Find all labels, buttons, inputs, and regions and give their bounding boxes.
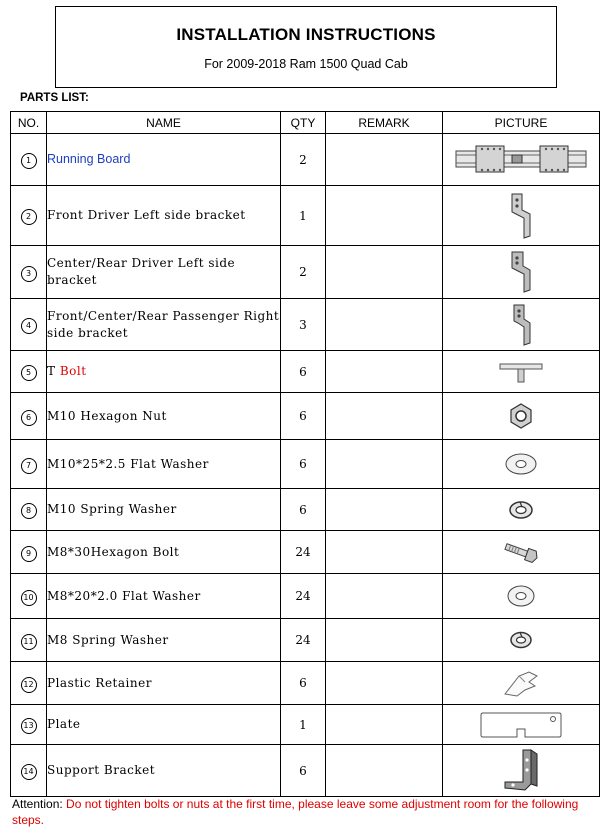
item-remark <box>326 705 443 745</box>
item-remark <box>326 351 443 393</box>
column-header-remark: REMARK <box>326 112 443 134</box>
flat-washer-icon <box>504 452 538 476</box>
column-header-no: NO. <box>11 112 47 134</box>
item-name: Running Board <box>47 134 281 186</box>
item-name: M8 Spring Washer <box>47 619 281 662</box>
item-remark <box>326 134 443 186</box>
item-number: 13 <box>21 718 37 734</box>
item-name: M8*20*2.0 Flat Washer <box>47 574 281 619</box>
item-qty: 6 <box>281 489 326 531</box>
column-header-name: NAME <box>47 112 281 134</box>
plate-icon <box>479 711 563 739</box>
item-number: 4 <box>21 318 37 334</box>
column-header-picture: PICTURE <box>443 112 600 134</box>
item-number: 7 <box>21 458 37 474</box>
header-box <box>55 6 557 88</box>
item-number: 5 <box>21 365 37 381</box>
item-remark <box>326 489 443 531</box>
item-number: 12 <box>21 677 37 693</box>
support-bracket-icon <box>501 748 541 794</box>
item-remark <box>326 393 443 440</box>
item-qty: 3 <box>281 299 326 351</box>
item-name-prefix: T <box>47 364 56 378</box>
table-row <box>11 134 600 186</box>
table-row <box>11 489 600 531</box>
item-number: 8 <box>21 503 37 519</box>
t-bolt-icon <box>498 360 544 384</box>
item-qty: 24 <box>281 531 326 574</box>
item-number: 6 <box>21 410 37 426</box>
item-remark <box>326 186 443 246</box>
hex-bolt-icon <box>501 539 541 565</box>
item-number: 9 <box>21 546 37 562</box>
attention-note <box>12 796 592 828</box>
item-name: M10 Spring Washer <box>47 489 281 531</box>
item-number: 2 <box>21 209 37 225</box>
item-name <box>47 351 281 393</box>
item-qty: 6 <box>281 662 326 705</box>
flat-washer-icon <box>506 584 536 608</box>
item-qty: 6 <box>281 745 326 797</box>
item-qty: 6 <box>281 440 326 489</box>
item-qty: 1 <box>281 186 326 246</box>
table-row <box>11 574 600 619</box>
column-header-qty: QTY <box>281 112 326 134</box>
item-number: 14 <box>21 764 37 780</box>
table-row <box>11 745 600 797</box>
spring-washer-icon <box>509 630 533 650</box>
hex-nut-icon <box>507 402 535 430</box>
table-row <box>11 393 600 440</box>
item-name: M10*25*2.5 Flat Washer <box>47 440 281 489</box>
bracket-icon <box>506 303 536 347</box>
bracket-icon <box>506 250 536 294</box>
item-qty: 24 <box>281 574 326 619</box>
item-remark <box>326 745 443 797</box>
table-row <box>11 662 600 705</box>
running-board-icon <box>454 143 588 177</box>
table-row <box>11 186 600 246</box>
item-remark <box>326 662 443 705</box>
item-qty: 2 <box>281 134 326 186</box>
table-row <box>11 351 600 393</box>
table-row <box>11 246 600 299</box>
table-header-row <box>11 112 600 134</box>
parts-table <box>10 111 600 797</box>
parts-list-label: PARTS LIST: <box>20 92 89 104</box>
table-row <box>11 440 600 489</box>
item-number: 10 <box>21 590 37 606</box>
item-remark <box>326 531 443 574</box>
item-remark <box>326 246 443 299</box>
attention-text: Do not tighten bolts or nuts at the first time, please leave some adjustment room for the following steps. <box>12 797 579 827</box>
item-qty: 1 <box>281 705 326 745</box>
item-remark <box>326 619 443 662</box>
table-row <box>11 299 600 351</box>
page-subtitle: For 2009-2018 Ram 1500 Quad Cab <box>204 57 408 71</box>
item-number: 1 <box>21 153 37 169</box>
bracket-icon <box>506 192 536 240</box>
item-number: 11 <box>21 634 37 650</box>
item-name-highlight: Bolt <box>59 364 87 378</box>
item-remark <box>326 574 443 619</box>
item-name: M10 Hexagon Nut <box>47 393 281 440</box>
item-number: 3 <box>21 266 37 282</box>
item-name: Front Driver Left side bracket <box>47 186 281 246</box>
item-qty: 6 <box>281 351 326 393</box>
table-row <box>11 531 600 574</box>
attention-label: Attention: <box>12 797 63 811</box>
plastic-retainer-icon <box>499 668 543 698</box>
page-title: INSTALLATION INSTRUCTIONS <box>176 25 436 44</box>
item-remark <box>326 299 443 351</box>
item-name: Plastic Retainer <box>47 662 281 705</box>
item-remark <box>326 440 443 489</box>
item-qty: 24 <box>281 619 326 662</box>
item-qty: 6 <box>281 393 326 440</box>
table-row <box>11 619 600 662</box>
item-name: Center/Rear Driver Left side bracket <box>47 246 281 299</box>
item-name: Front/Center/Rear Passenger Right side bracket <box>47 299 281 351</box>
item-name: Support Bracket <box>47 745 281 797</box>
item-name: Plate <box>47 705 281 745</box>
item-name: M8*30Hexagon Bolt <box>47 531 281 574</box>
item-qty: 2 <box>281 246 326 299</box>
spring-washer-icon <box>508 499 534 521</box>
table-row <box>11 705 600 745</box>
